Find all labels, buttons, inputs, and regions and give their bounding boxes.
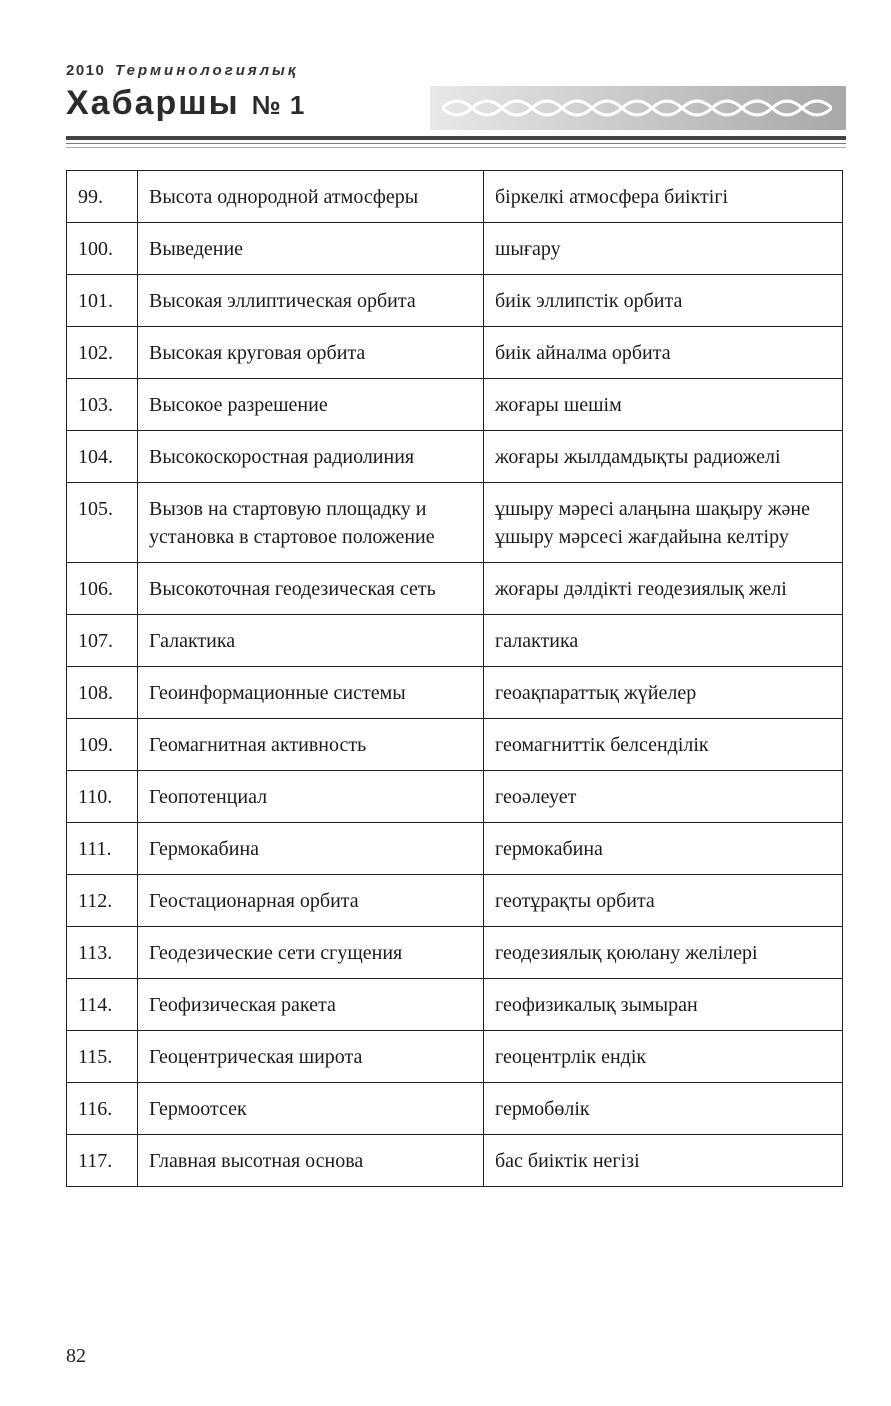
table-row: [67, 275, 843, 327]
table-row: [67, 1135, 843, 1187]
table-row: [67, 875, 843, 927]
kazakh-term: галактика: [484, 615, 843, 667]
russian-term: Вызов на стартовую площадку и установка в стартовое положение: [138, 483, 484, 563]
russian-term: Высокая эллиптическая орбита: [138, 275, 484, 327]
kazakh-term: геоақпараттық жүйелер: [484, 667, 843, 719]
kazakh-term: геофизикалық зымыран: [484, 979, 843, 1031]
row-number: 99.: [67, 171, 138, 223]
header-issue: № 1: [251, 90, 306, 120]
kazakh-term: ұшыру мәресі алаңына шақыру және ұшыру мәрсесі жағдайына келтіру: [484, 483, 843, 563]
header-title: Хабаршы: [66, 84, 240, 122]
russian-term: Геомагнитная активность: [138, 719, 484, 771]
kazakh-term: биік эллипстік орбита: [484, 275, 843, 327]
table-row: [67, 327, 843, 379]
row-number: 103.: [67, 379, 138, 431]
kazakh-term: жоғары шешім: [484, 379, 843, 431]
russian-term: Геодезические сети сгущения: [138, 927, 484, 979]
terms-table-body: [67, 171, 843, 1187]
table-row: [67, 823, 843, 875]
russian-term: Главная высотная основа: [138, 1135, 484, 1187]
terms-table: [66, 170, 843, 1187]
page-number: 82: [66, 1345, 86, 1367]
table-row: [67, 979, 843, 1031]
row-number: 109.: [67, 719, 138, 771]
russian-term: Галактика: [138, 615, 484, 667]
table-row: [67, 771, 843, 823]
header-year-line: [66, 62, 298, 79]
russian-term: Высокоточная геодезическая сеть: [138, 563, 484, 615]
table-row: [67, 223, 843, 275]
table-row: [67, 171, 843, 223]
row-number: 105.: [67, 483, 138, 563]
row-number: 111.: [67, 823, 138, 875]
russian-term: Высокая круговая орбита: [138, 327, 484, 379]
header-rule-thin: [66, 143, 846, 144]
kazakh-term: геомагниттік белсенділік: [484, 719, 843, 771]
kazakh-term: бас биіктік негізі: [484, 1135, 843, 1187]
russian-term: Высота однородной атмосферы: [138, 171, 484, 223]
kazakh-term: биік айналма орбита: [484, 327, 843, 379]
table-row: [67, 483, 843, 563]
table-row: [67, 927, 843, 979]
russian-term: Геопотенциал: [138, 771, 484, 823]
row-number: 100.: [67, 223, 138, 275]
russian-term: Геофизическая ракета: [138, 979, 484, 1031]
row-number: 116.: [67, 1083, 138, 1135]
kazakh-term: жоғары дәлдікті геодезиялық желі: [484, 563, 843, 615]
row-number: 104.: [67, 431, 138, 483]
row-number: 106.: [67, 563, 138, 615]
kazakh-term: геоәлеует: [484, 771, 843, 823]
header-title-line: [66, 84, 305, 123]
row-number: 113.: [67, 927, 138, 979]
header-title-italic: Терминологиялық: [115, 62, 299, 79]
row-number: 114.: [67, 979, 138, 1031]
russian-term: Гермокабина: [138, 823, 484, 875]
russian-term: Гермоотсек: [138, 1083, 484, 1135]
ornament-pattern-icon: [442, 90, 832, 126]
row-number: 107.: [67, 615, 138, 667]
row-number: 108.: [67, 667, 138, 719]
kazakh-term: біркелкі атмосфера биіктігі: [484, 171, 843, 223]
ornament-banner: [430, 86, 846, 130]
kazakh-term: гермобөлік: [484, 1083, 843, 1135]
russian-term: Высокоскоростная радиолиния: [138, 431, 484, 483]
header-rule-thick: [66, 136, 846, 140]
russian-term: Геостационарная орбита: [138, 875, 484, 927]
kazakh-term: геодезиялық қоюлану желілері: [484, 927, 843, 979]
row-number: 110.: [67, 771, 138, 823]
row-number: 101.: [67, 275, 138, 327]
russian-term: Геоцентрическая широта: [138, 1031, 484, 1083]
kazakh-term: геоцентрлік ендік: [484, 1031, 843, 1083]
row-number: 102.: [67, 327, 138, 379]
row-number: 115.: [67, 1031, 138, 1083]
table-row: [67, 563, 843, 615]
table-row: [67, 1083, 843, 1135]
table-row: [67, 431, 843, 483]
table-row: [67, 615, 843, 667]
kazakh-term: шығару: [484, 223, 843, 275]
russian-term: Выведение: [138, 223, 484, 275]
kazakh-term: геотұрақты орбита: [484, 875, 843, 927]
row-number: 112.: [67, 875, 138, 927]
table-row: [67, 379, 843, 431]
header-year: 2010: [66, 62, 106, 79]
header-rule-hairline: [66, 147, 846, 148]
table-row: [67, 719, 843, 771]
russian-term: Высокое разрешение: [138, 379, 484, 431]
table-row: [67, 667, 843, 719]
kazakh-term: гермокабина: [484, 823, 843, 875]
russian-term: Геоинформационные системы: [138, 667, 484, 719]
row-number: 117.: [67, 1135, 138, 1187]
table-row: [67, 1031, 843, 1083]
kazakh-term: жоғары жылдамдықты радиожелі: [484, 431, 843, 483]
